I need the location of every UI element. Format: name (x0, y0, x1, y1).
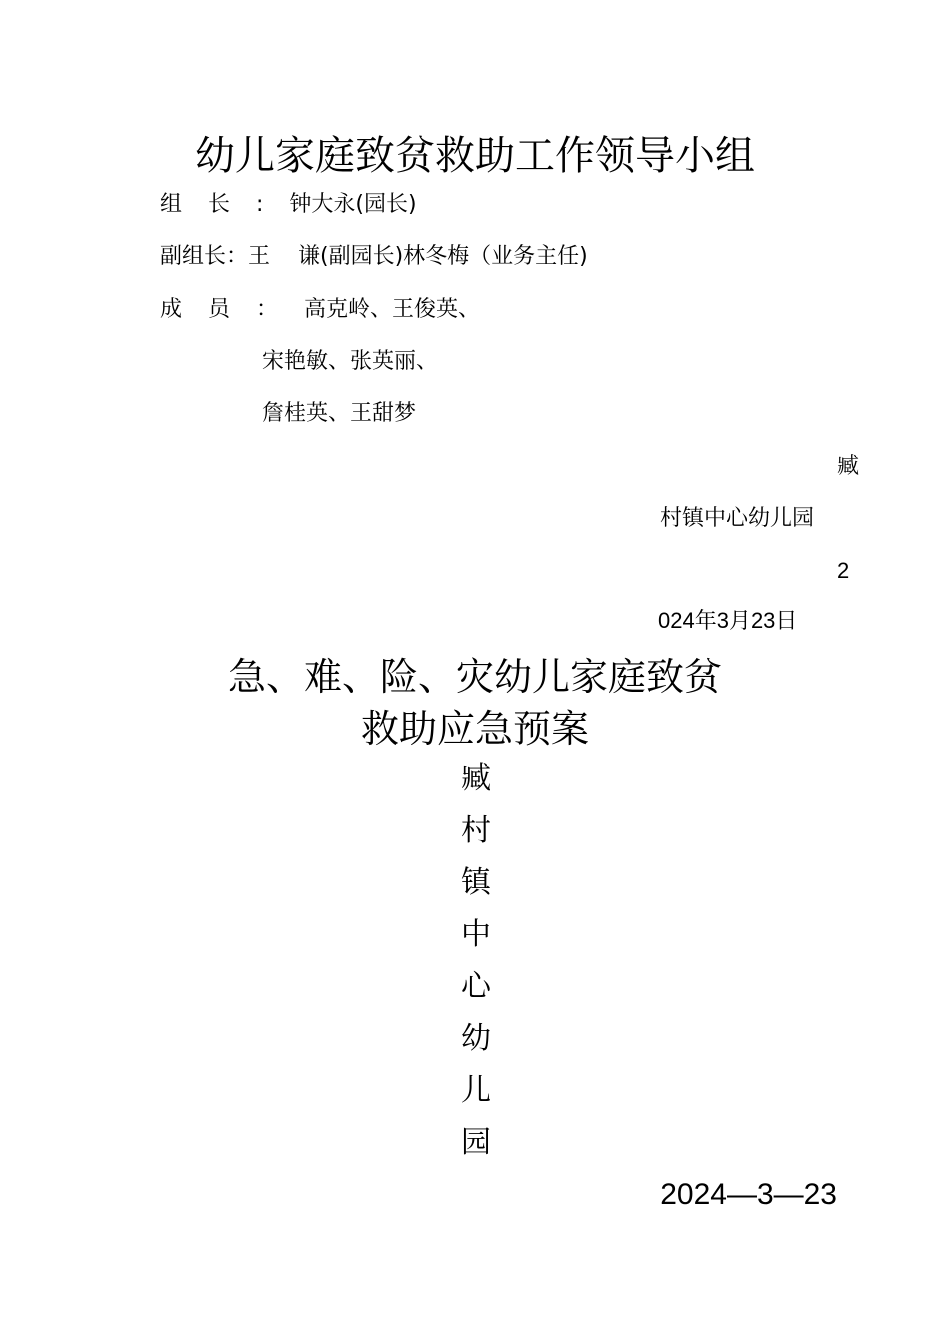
vertical-char-1: 臧 (461, 761, 491, 796)
leader-row (160, 190, 417, 220)
signature-date: 024年3月23日 (658, 608, 798, 633)
deputy-row (160, 242, 588, 272)
plan-title-line-2: 救助应急预案 (360, 707, 589, 751)
leader-label: 组长: (160, 192, 290, 217)
signature-line-1: 臧 (837, 454, 860, 479)
page-title: 幼儿家庭致贫救助工作领导小组 (195, 133, 755, 179)
vertical-char-5: 心 (461, 969, 491, 1004)
signature-line-2: 村镇中心幼儿园 (660, 506, 815, 531)
members-row (160, 295, 480, 325)
vertical-char-8: 园 (461, 1125, 491, 1160)
members-line-2: 宋艳敏、张英丽、 (262, 349, 439, 374)
members-line-3: 詹桂英、王甜梦 (262, 401, 417, 426)
vertical-char-4: 中 (461, 917, 491, 952)
plan-title-line-1: 急、难、险、灾幼儿家庭致贫 (227, 655, 722, 699)
signature-line-3: 2 (837, 558, 850, 583)
members-line-1: 高克岭、王俊英、 (304, 297, 481, 322)
plan-date: 2024—3—23 (660, 1178, 837, 1211)
members-label: 成员： (160, 297, 305, 322)
vertical-char-7: 儿 (461, 1073, 491, 1108)
vertical-char-6: 幼 (461, 1021, 491, 1056)
deputy-value: 王 谦(副园长)林冬梅（业务主任) (248, 244, 588, 269)
leader-value: 钟大永(园长) (289, 192, 417, 217)
vertical-char-2: 村 (461, 813, 491, 848)
vertical-char-3: 镇 (461, 865, 491, 900)
deputy-label: 副组长： (160, 244, 249, 269)
